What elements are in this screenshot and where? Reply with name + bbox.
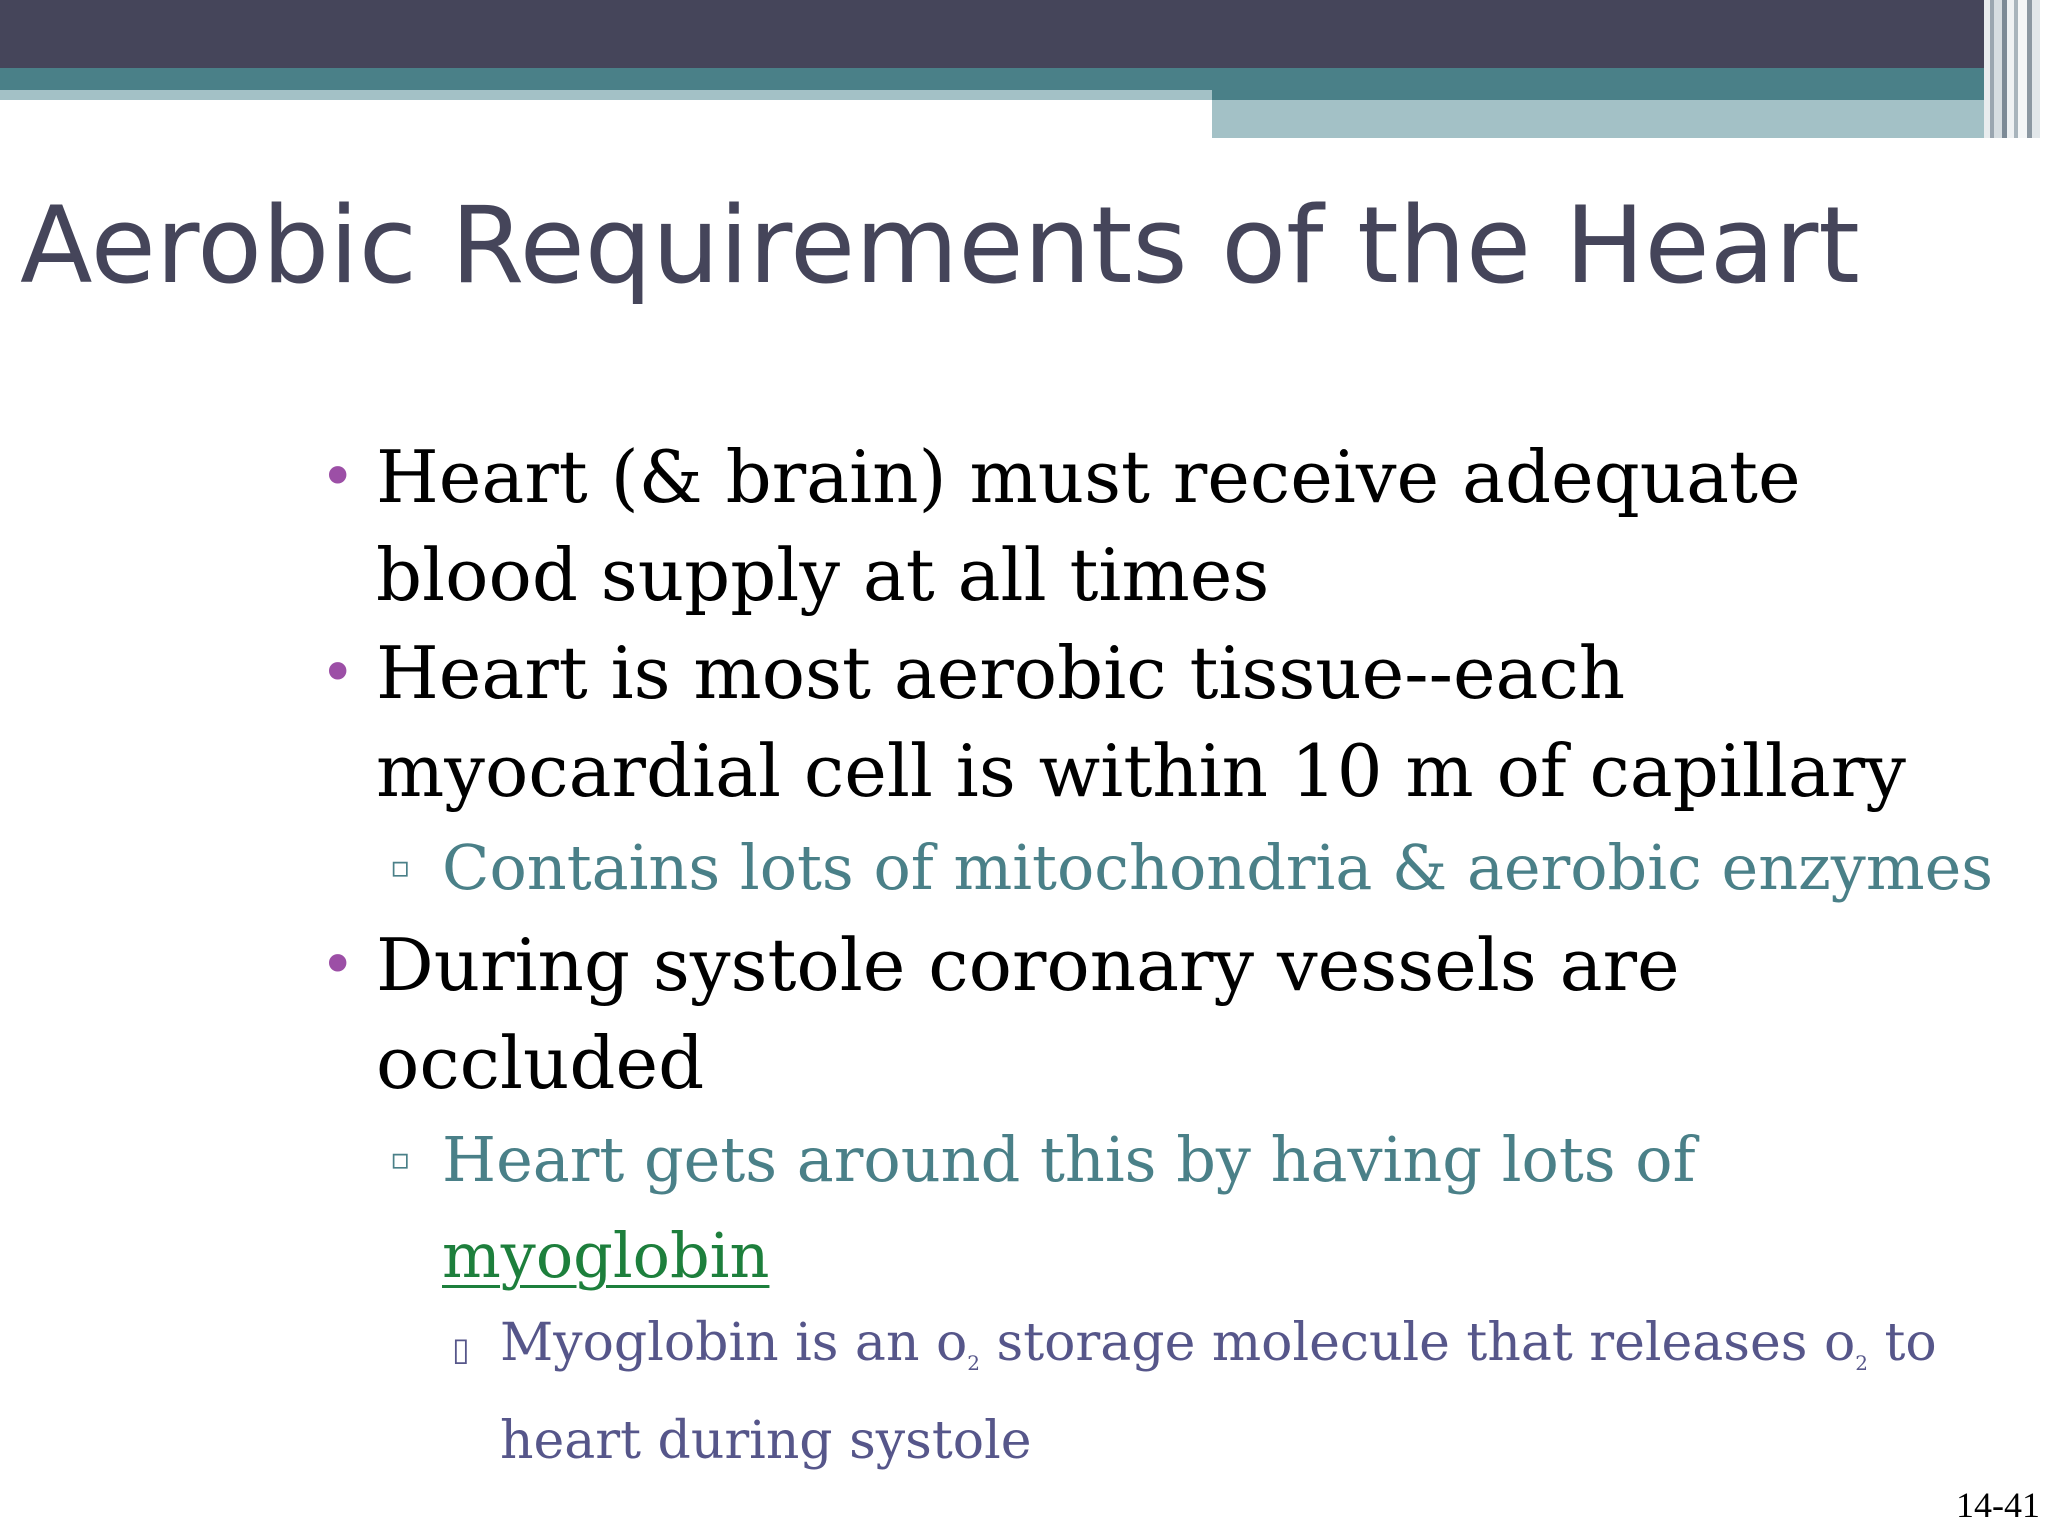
bullet-item-1 (310, 428, 2010, 624)
square-bullet-icon: ▫ (390, 850, 411, 885)
header-bar-light-left (0, 90, 1212, 100)
bullet-text: Heart is most aerobic tissue--each myocardial cell is within 10 m of capillary (376, 631, 1906, 813)
bullet-dot-icon: • (320, 442, 356, 512)
bullet-item-3 (310, 916, 2010, 1112)
slide-title: Aerobic Requirements of the Heart (20, 184, 1860, 307)
subsub-text-part3: to heart during systole (500, 1313, 1937, 1471)
page-number: 14-41 (1956, 1485, 2040, 1525)
header-stripes-decoration (1984, 0, 2048, 138)
sub-bullet-item-1 (310, 820, 2010, 916)
subscript-2: 2 (967, 1351, 980, 1375)
sub-bullet-text: Contains lots of mitochondria & aerobic enzymes (442, 831, 1994, 904)
bullet-text: During systole coronary vessels are occluded (376, 923, 1680, 1105)
slide-content (310, 428, 2010, 1480)
header-bar-dark (0, 0, 2048, 68)
header-bar-teal (0, 68, 2048, 90)
header-bar-teal-right (1212, 90, 2048, 100)
square-bullet-icon: ▫ (390, 1142, 411, 1177)
bullet-dot-icon: • (320, 930, 356, 1000)
subscript-2: 2 (1855, 1351, 1868, 1375)
sub-bullet-text: Heart gets around this by having lots of (442, 1123, 1696, 1196)
bullet-text: Heart (& brain) must receive adequate blood supply at all times (376, 435, 1801, 617)
subsub-text-part1: Myoglobin is an o (500, 1313, 968, 1373)
sub-bullet-item-2 (310, 1112, 2010, 1304)
sub-sub-bullet-item (310, 1304, 2030, 1480)
bullet-dot-icon: • (320, 638, 356, 708)
subsub-text-part2: storage molecule that releases o (980, 1313, 1856, 1373)
box-bullet-icon: ▯ (452, 1330, 470, 1368)
header-bar-light-right (1212, 100, 2048, 138)
myoglobin-link[interactable]: myoglobin (442, 1219, 770, 1292)
bullet-item-2 (310, 624, 2010, 820)
